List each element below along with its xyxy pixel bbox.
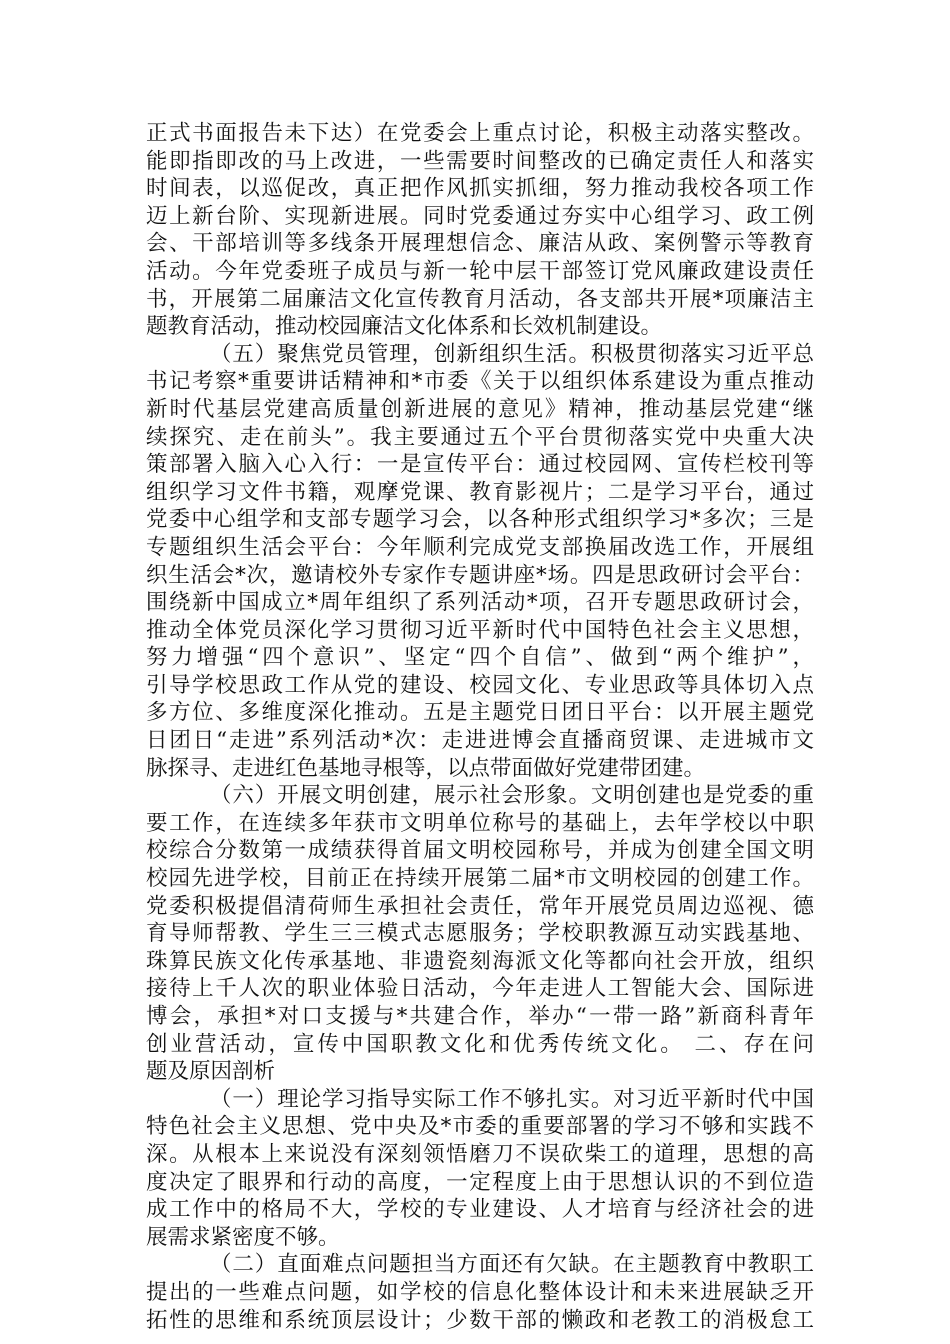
paragraph-heading-line: （一）理论学习指导实际工作不够扎实。对习近平新时代中国 [210, 1086, 814, 1112]
text-line: 深。从根本上来说没有深刻领悟磨刀不误砍柴工的道理，思想的高 [146, 1141, 814, 1167]
text-line: 能即指即改的马上改进，一些需要时间整改的已确定责任人和落实 [146, 148, 814, 174]
text-line: 创业营活动，宣传中国职教文化和优秀传统文化。 二、存在问 [146, 1031, 814, 1057]
text-line: 度决定了眼界和行动的高度，一定程度上由于思想认识的不到位造 [146, 1169, 814, 1195]
text-line: 特色社会主义思想、党中央及*市委的重要部署的学习不够和实践不 [146, 1114, 814, 1140]
document-body [146, 120, 814, 1334]
text-line: 新时代基层党建高质量创新进展的意见》精神，推动基层党建“继 [146, 396, 814, 422]
text-line: 围绕新中国成立*周年组织了系列活动*项，召开专题思政研讨会， [146, 590, 814, 616]
text-line: 时间表，以巡促改，真正把作风抓实抓细，努力推动我校各项工作 [146, 176, 814, 202]
text-line: 会、干部培训等多线条开展理想信念、廉洁从政、案例警示等教育 [146, 231, 814, 257]
text-line: 组织学习文件书籍，观摩党课、教育影视片；二是学习平台，通过 [146, 479, 814, 505]
text-line: 脉探寻、走进红色基地寻根等，以点带面做好党建带团建。 [146, 755, 706, 781]
text-line: 续探究、走在前头”。我主要通过五个平台贯彻落实党中央重大决 [146, 424, 814, 450]
text-line: 珠算民族文化传承基地、非遗瓷刻海派文化等都向社会开放，组织 [146, 948, 814, 974]
text-line: 织生活会*次，邀请校外专家作专题讲座*场。四是思政研讨会平台： [146, 562, 814, 588]
text-line: 日团日“走进”系列活动*次：走进进博会直播商贸课、走进城市文 [146, 728, 814, 754]
text-line: 校园先进学校，目前正在持续开展第二届*市文明校园的创建工作。 [146, 866, 814, 892]
text-line: 策部署入脑入心入行：一是宣传平台：通过校园网、宣传栏校刊等 [146, 452, 814, 478]
text-line: 迈上新台阶、实现新进展。同时党委通过夯实中心组学习、政工例 [146, 203, 814, 229]
paragraph-heading-line: （六）开展文明创建，展示社会形象。文明创建也是党委的重 [210, 783, 814, 809]
text-line: 专题组织生活会平台：今年顺利完成党支部换届改选工作，开展组 [146, 534, 814, 560]
text-line: 成工作中的格局不大，学校的专业建设、人才培育与经济社会的进 [146, 1197, 814, 1223]
text-line: 题教育活动，推动校园廉洁文化体系和长效机制建设。 [146, 314, 663, 340]
text-line: 要工作，在连续多年获市文明单位称号的基础上，去年学校以中职 [146, 810, 814, 836]
text-line: 博会，承担*对口支援与*共建合作，举办“一带一路”新商科青年 [146, 1004, 814, 1029]
text-line: 努力增强“四个意识”、坚定“四个自信”、做到“两个维护”， [146, 645, 814, 671]
section-heading-line: 题及原因剖析 [146, 1059, 276, 1085]
paragraph-heading-line: （五）聚焦党员管理，创新组织生活。积极贯彻落实习近平总 [210, 341, 814, 367]
text-line: 党委积极提倡清荷师生承担社会责任，常年开展党员周边巡视、德 [146, 893, 814, 919]
text-line: 多方位、多维度深化推动。五是主题党日团日平台：以开展主题党 [146, 700, 814, 726]
text-line: 校综合分数第一成绩获得首届文明校园称号，并成为创建全国文明 [146, 838, 814, 864]
text-line: 引导学校思政工作从党的建设、校园文化、专业思政等具体切入点 [146, 672, 814, 698]
text-line: 党委中心组学和支部专题学习会，以各种形式组织学习*多次；三是 [146, 507, 814, 533]
text-line: 育导师帮教、学生三三模式志愿服务；学校职教源互动实践基地、 [146, 921, 814, 947]
text-line: 展需求紧密度不够。 [146, 1224, 340, 1250]
text-line: 接待上千人次的职业体验日活动，今年走进人工智能大会、国际进 [146, 976, 814, 1002]
text-line: 推动全体党员深化学习贯彻习近平新时代中国特色社会主义思想， [146, 617, 814, 643]
text-line: 书，开展第二届廉洁文化宣传教育月活动，各支部共开展*项廉洁主 [146, 286, 814, 312]
text-line: 提出的一些难点问题，如学校的信息化整体设计和未来进展缺乏开 [146, 1279, 814, 1305]
text-line: 活动。今年党委班子成员与新一轮中层干部签订党风廉政建设责任 [146, 258, 814, 284]
text-line: 书记考察*重要讲话精神和*市委《关于以组织体系建设为重点推动 [146, 369, 814, 395]
text-line: 拓性的思维和系统顶层设计；少数干部的懒政和老教工的消极怠工 [146, 1307, 814, 1333]
paragraph-heading-line: （二）直面难点问题担当方面还有欠缺。在主题教育中教职工 [210, 1252, 814, 1278]
text-line: 正式书面报告未下达）在党委会上重点讨论，积极主动落实整改。 [146, 121, 814, 146]
